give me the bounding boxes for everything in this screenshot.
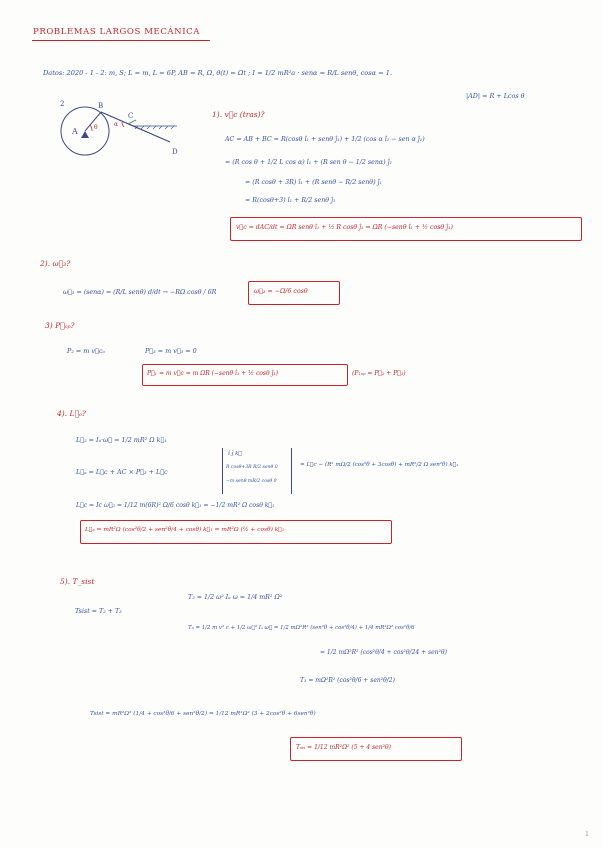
diagram-label-2: 2 (60, 100, 65, 108)
s3-line-1a: P₂ = m v⃗cₒ (67, 347, 105, 355)
page-title: PROBLEMAS LARGOS MECÁNICA (33, 27, 201, 37)
det-row-2: R cosθ+3R R/2 senθ 0 (226, 465, 278, 470)
s5-line-5: T₃ = mΩ²R² (cos²θ/6 + sen²θ/2) (300, 677, 395, 684)
diagram-label-alpha: α (114, 121, 119, 128)
s4-line-1: L⃗₂ = Iₐ·ω⃗ = 1/2 mR² Ω k⃗₁ (76, 436, 167, 444)
title-underline (32, 40, 210, 41)
s5-line-3: T₃ = 1/2 m v² c + 1/2 ω⃗³ Iₐ ω⃗ = 1/2 mΩ²R² (sen²θ + cos²θ/4) + 1/4 mR²Ω² cos²θ/6 (188, 625, 415, 631)
s5-result: Tₛᵢₛ = 1/12 mR²Ω² (5 + 4 sen²θ) (296, 744, 391, 751)
s1-line-3: = (R cosθ + 3R) î₁ + (R senθ − R/2 senθ) ĵ₁ (245, 179, 383, 186)
diagram-label-theta: θ (94, 124, 98, 131)
section-5-heading: 5). T_sist (60, 577, 95, 586)
section-1-heading: 1). v⃗c (tras)? (212, 110, 265, 119)
diagram-label-b: B (98, 102, 104, 110)
section-2-heading: 2). ω⃗₃? (40, 259, 71, 268)
diagram-label-c: C (128, 112, 134, 120)
s3-note: (P₁ₒₚ = P⃗₂ + P⃗₃) (352, 370, 406, 377)
s5-line-4: = 1/2 mΩ²R² (cos²θ/4 + cos²θ/24 + sen²θ) (320, 649, 447, 656)
diagram-label-a: A (72, 127, 78, 136)
s3-result: P⃗₁ = m v⃗c = m ΩR (−senθ î₁ + ½ cosθ ĵ₁) (147, 370, 279, 377)
s3-line-1b: P⃗₃ = m v⃗₃ = 0 (145, 347, 197, 355)
s1-line-4: = R(cosθ+3) î₁ + R/2 senθ ĵ₁ (245, 197, 336, 204)
page-number: 1 (585, 831, 589, 838)
section-3-heading: 3) P⃗ₒₚ? (45, 321, 75, 330)
data-line-sub: |AD| = R + Lcos θ (466, 92, 525, 100)
det-row-1: î ĵ k⃗ (228, 451, 242, 457)
s2-result: ω⃗₃ = −Ω/6 cosθ (254, 288, 308, 295)
diagram-label-d: D (172, 148, 178, 156)
s4-line-2a: L⃗ₐ = L⃗c + AC × P⃗₃ + L⃗c (76, 468, 168, 476)
section-4-heading: 4). L⃗ₒ? (57, 409, 86, 418)
det-row-3: −m senθ mR/2 cosθ 0 (226, 479, 277, 484)
data-line: Datos: 2020 - 1 - 2: m, S; L = m, L = 6P, AB = R, Ω, θ(t) = Ωt ; I = 1/2 mR²a · senα = R/L senθ, cosα = 1. (43, 69, 393, 77)
s5-line-1: T₂ = 1/2 ω² Iₐ ω = 1/4 mR² Ω² (188, 594, 283, 601)
s4-line-3: L⃗c = Ic ω⃗₃ = 1/12 m(6R)² Ω/6 cosθ k⃗₁ = −1/2 mR² Ω cosθ k⃗₁ (76, 502, 275, 509)
s4-line-2b: = L⃗c − (R² mΩ/2 (cos²θ + 3cosθ) + mR²/2 Ω sen²θ) k⃗₁ (300, 462, 459, 468)
s5-line-6: Tsist = mR²Ω² (1/4 + cos²θ/6 + sen²θ/2) = 1/12 mR²Ω² (3 + 2cos²θ + 6sen²θ) (90, 711, 316, 717)
s4-result: L⃗ₐ = mR²Ω (cos²θ/2 + sen²θ/4 + cosθ) k⃗₁ = mR²Ω (½ + cosθ) k⃗₁ (85, 527, 285, 533)
s5-line-2: Tsist = T₂ + T₃ (75, 608, 122, 615)
s2-line-1: ω⃗₃ = (senα) = (R/L senθ) d/dt → −RΩ cosθ / 6R (63, 289, 217, 296)
s1-line-1: AC = AB + BC = R(cosθ î₁ + senθ ĵ₁) + 1/2 (cos α î₁ − sen α ĵ₁) (225, 136, 425, 143)
s1-result: v⃗c = dAC/dt = ΩR senθ î₁ + ½ R cosθ ĵ₁ = ΩR (−senθ î₁ + ½ cosθ ĵ₁) (236, 224, 453, 231)
mechanism-diagram (52, 96, 187, 158)
s1-line-2: = (R cos θ + 1/2 L cos α) î₁ + (R sen θ − 1/2 senα) ĵ₁ (225, 159, 393, 166)
